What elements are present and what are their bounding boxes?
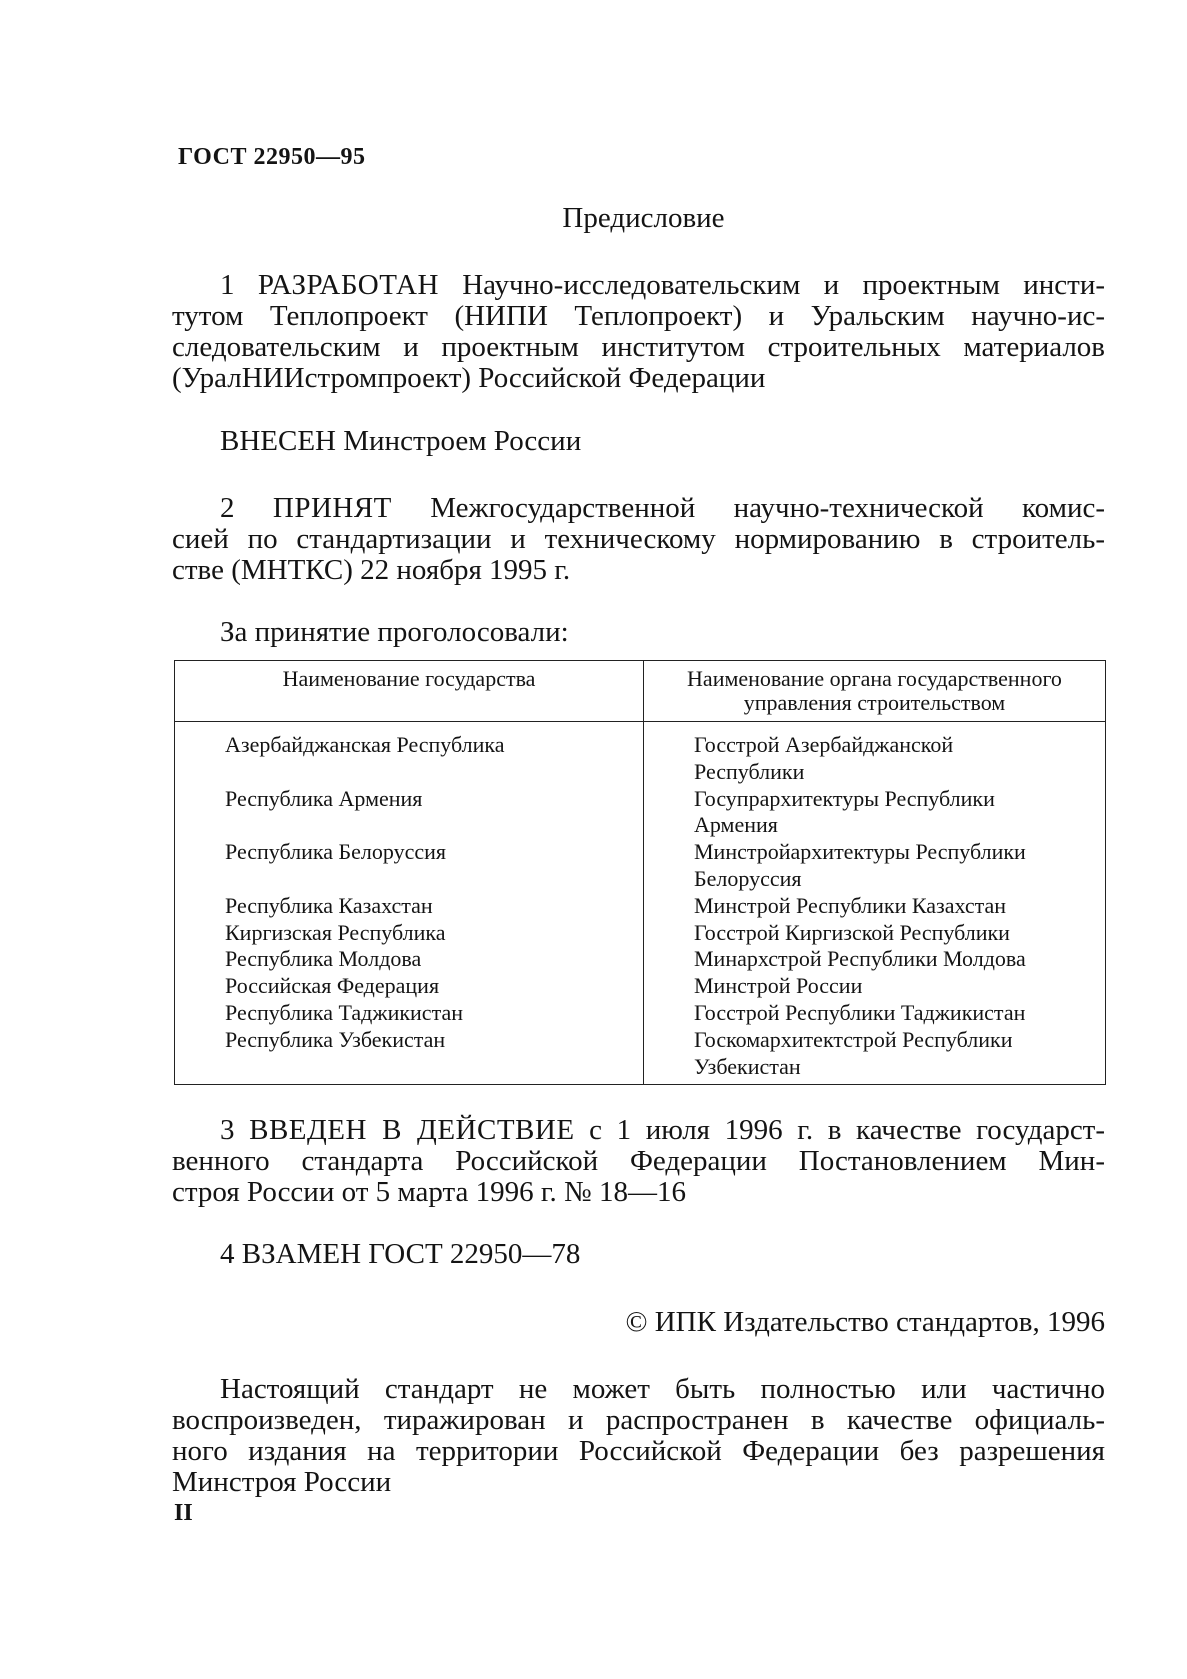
paragraph-enacted: 3 ВВЕДЕН В ДЕЙСТВИЕ с 1 июля 1996 г. в качестве государст- венного стандарта Российской Федерации Постановлением Мин- строя России от 5 марта 1996 г. № 18—16 [172, 1114, 1106, 1208]
organ-name-cell: Госстрой Киргизской Республики [644, 920, 1106, 947]
paragraph-developed: 1 РАЗРАБОТАН Научно-исследовательским и проектным инсти- тутом Теплопроект (НИПИ Теплопроект) и Уральским научно-ис- следовательским и проектным институтом строительных материалов (УралНИИстромпроект) Российской Федерации [172, 269, 1105, 394]
organ-name-cell: Минстрой Республики Казахстан [644, 893, 1106, 920]
column-header-organ: Наименование органа государственного управления строительством [644, 661, 1106, 722]
table-row [175, 786, 1106, 840]
state-name-cell: Республика Таджикистан [175, 1000, 644, 1027]
paragraph-number: 3 [220, 1114, 235, 1146]
organ-name-cell: Госстрой Республики Таджикистан [644, 1000, 1106, 1027]
state-name-cell: Республика Казахстан [175, 893, 644, 920]
table-header-row [175, 661, 1106, 722]
page-number: II [174, 1500, 193, 1526]
state-name-cell: Российская Федерация [175, 973, 644, 1000]
organ-name-cell: Минстрой России [644, 973, 1106, 1000]
document-code: ГОСТ 22950—95 [178, 144, 366, 170]
copyright-notice: © ИПК Издательство стандартов, 1996 [625, 1306, 1105, 1338]
paragraph-keyword: ВВЕДЕН В ДЕЙСТВИЕ [249, 1114, 575, 1146]
organ-name-cell: Госупрархитектуры Республики Армения [644, 786, 1106, 840]
table-row [175, 973, 1106, 1000]
organ-name-cell: Госкомархитектстрой Республики Узбекистан [644, 1027, 1106, 1085]
organ-name-cell: Минархстрой Республики Молдова [644, 946, 1106, 973]
column-header-state: Наименование государства [175, 661, 644, 722]
table-row [175, 1027, 1106, 1085]
table-row [175, 722, 1106, 786]
reproduction-notice: Настоящий стандарт не может быть полностью или частично воспроизведен, тиражирован и распространен в качестве официаль- ного издания на территории Российской Федерации без разрешения Минстроя России [172, 1373, 1105, 1498]
paragraph-number: 1 [220, 269, 235, 301]
paragraph-keyword: РАЗРАБОТАН [257, 269, 439, 301]
state-name-cell: Республика Армения [175, 786, 644, 840]
voting-table [174, 660, 1106, 1085]
state-name-cell: Республика Молдова [175, 946, 644, 973]
replaces-standard: 4 ВЗАМЕН ГОСТ 22950—78 [220, 1238, 581, 1270]
vote-intro: За принятие проголосовали: [220, 616, 569, 648]
paragraph-adopted: 2 ПРИНЯТ Межгосударственной научно-технической комис- сией по стандартизации и техническому нормированию в строитель- стве (МНТКС) 22 ноября 1995 г. [172, 492, 1106, 586]
state-name-cell: Республика Узбекистан [175, 1027, 644, 1085]
state-name-cell: Киргизская Республика [175, 920, 644, 947]
table-row [175, 920, 1106, 947]
table-row [175, 946, 1106, 973]
state-name-cell: Азербайджанская Республика [175, 722, 644, 786]
table-row [175, 1000, 1106, 1027]
organ-name-cell: Минстройархитектуры Республики Белоруссия [644, 839, 1106, 893]
state-name-cell: Республика Белоруссия [175, 839, 644, 893]
table-row [175, 893, 1106, 920]
paragraph-keyword: ПРИНЯТ [272, 492, 392, 524]
organ-name-cell: Госстрой Азербайджанской Республики [644, 722, 1106, 786]
table-row [175, 839, 1106, 893]
section-title: Предисловие [562, 202, 725, 234]
introduced-by: ВНЕСЕН Минстроем России [220, 425, 582, 457]
paragraph-number: 2 [220, 492, 235, 524]
